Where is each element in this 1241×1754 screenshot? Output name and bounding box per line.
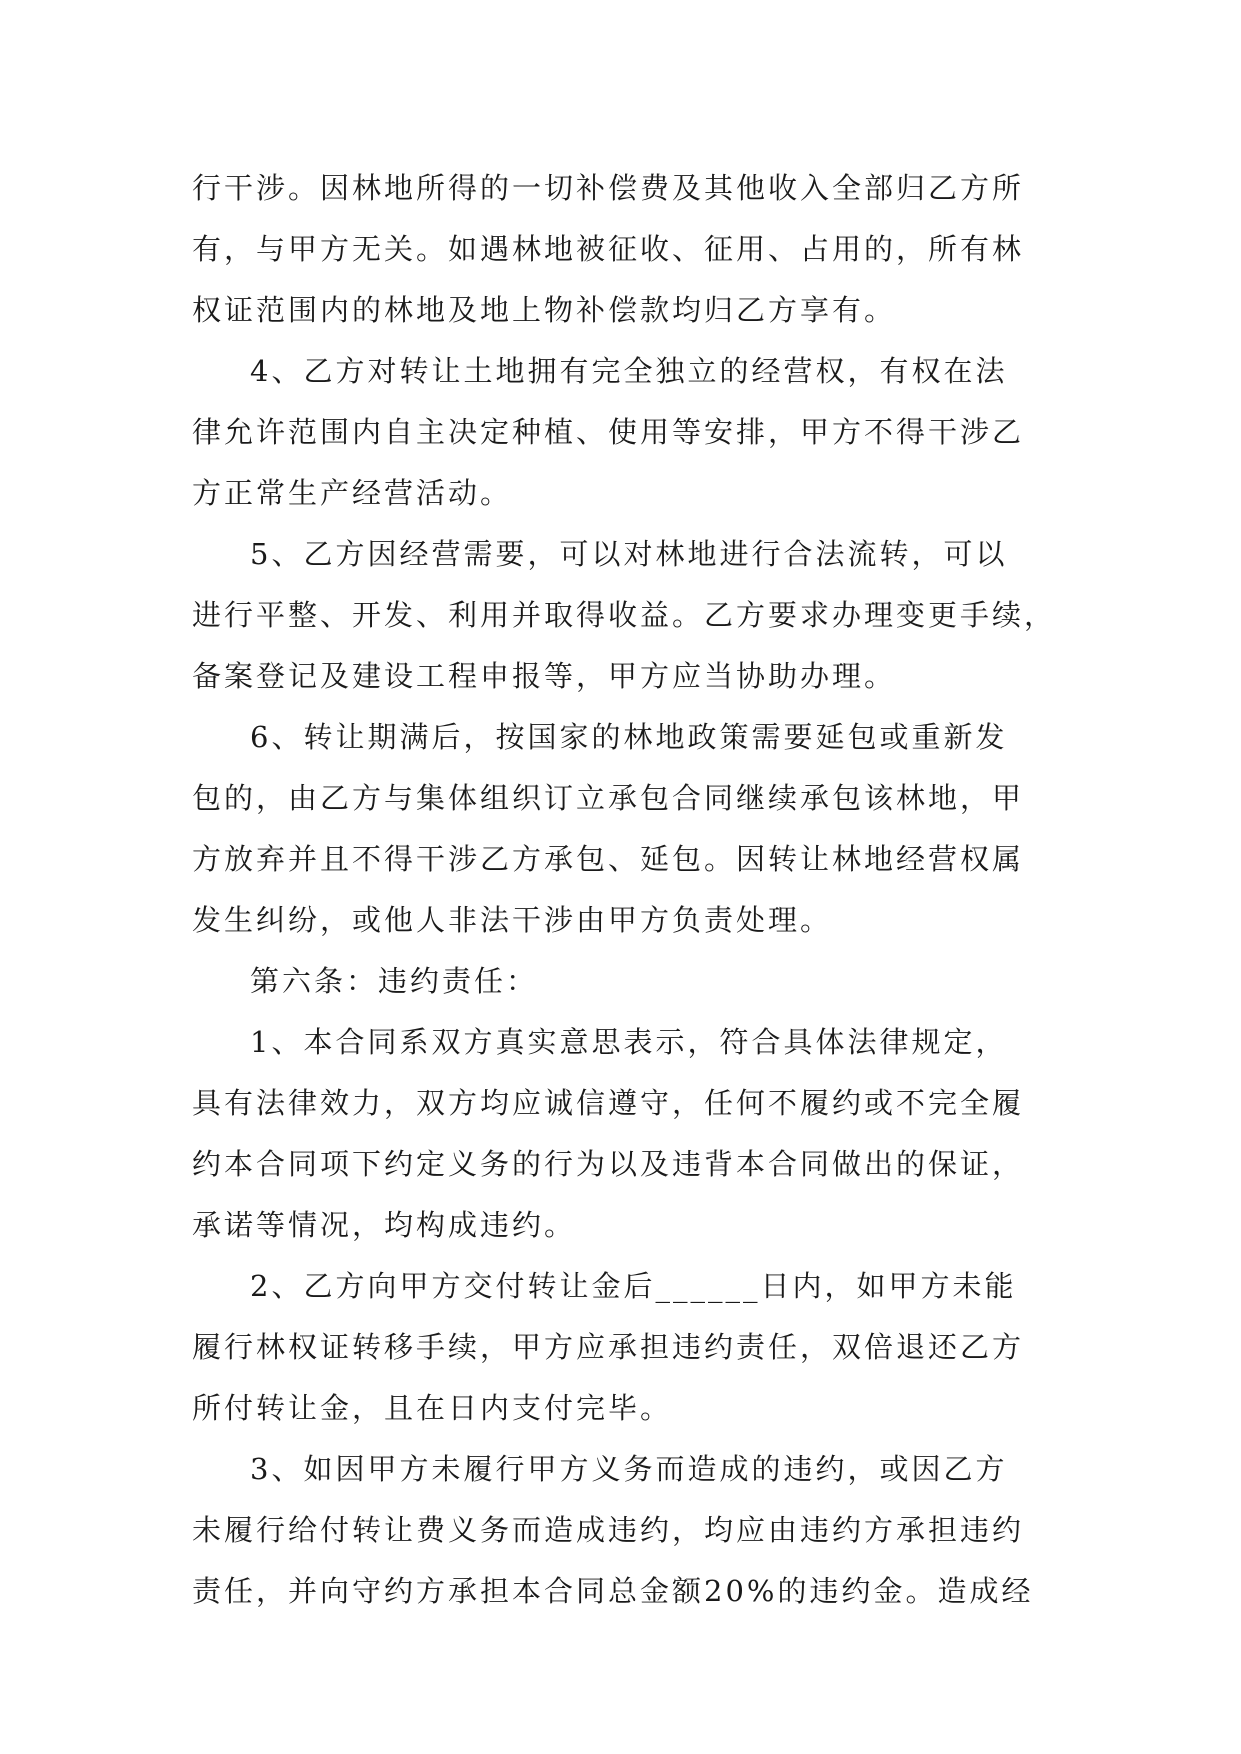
- text-line: 行干涉。因林地所得的一切补偿费及其他收入全部归乙方所: [192, 171, 1025, 205]
- text-line: 方放弃并且不得干涉乙方承包、延包。因转让林地经营权属: [192, 842, 1025, 876]
- text-line: 进行平整、开发、利用并取得收益。乙方要求办理变更手续，: [192, 598, 1057, 632]
- text-line: 具有法律效力，双方均应诚信遵守，任何不履约或不完全履: [192, 1086, 1025, 1120]
- section-heading: 第六条：违约责任：: [250, 964, 539, 998]
- text-line: 1、本合同系双方真实意思表示，符合具体法律规定，: [250, 1025, 1008, 1059]
- text-line: 发生纠纷，或他人非法干涉由甲方负责处理。: [192, 903, 833, 937]
- text-line: 未履行给付转让费义务而造成违约，均应由违约方承担违约: [192, 1513, 1025, 1547]
- text-line: 所付转让金，且在日内支付完毕。: [192, 1391, 673, 1425]
- text-line: 方正常生产经营活动。: [192, 476, 513, 510]
- text-line: 权证范围内的林地及地上物补偿款均归乙方享有。: [192, 293, 897, 327]
- text-line: 有，与甲方无关。如遇林地被征收、征用、占用的，所有林: [192, 232, 1025, 266]
- text-line: 5、乙方因经营需要，可以对林地进行合法流转，可以: [250, 537, 1008, 571]
- text-line: 6、转让期满后，按国家的林地政策需要延包或重新发: [250, 720, 1008, 754]
- text-line: 约本合同项下约定义务的行为以及违背本合同做出的保证，: [192, 1147, 1025, 1181]
- text-line: 承诺等情况，均构成违约。: [192, 1208, 577, 1242]
- text-line: 4、乙方对转让土地拥有完全独立的经营权，有权在法: [250, 354, 1008, 388]
- document-body: [192, 158, 1060, 1622]
- text-line: 律允许范围内自主决定种植、使用等安排，甲方不得干涉乙: [192, 415, 1025, 449]
- text-line: 责任，并向守约方承担本合同总金额20%的违约金。造成经: [192, 1574, 1034, 1608]
- text-line: 3、如因甲方未履行甲方义务而造成的违约，或因乙方: [250, 1452, 1008, 1486]
- text-line: 备案登记及建设工程申报等，甲方应当协助办理。: [192, 659, 897, 693]
- text-line: 2、乙方向甲方交付转让金后______日内，如甲方未能: [250, 1269, 1017, 1303]
- text-line: 履行林权证转移手续，甲方应承担违约责任，双倍退还乙方: [192, 1330, 1025, 1364]
- text-line: 包的，由乙方与集体组织订立承包合同继续承包该林地，甲: [192, 781, 1025, 815]
